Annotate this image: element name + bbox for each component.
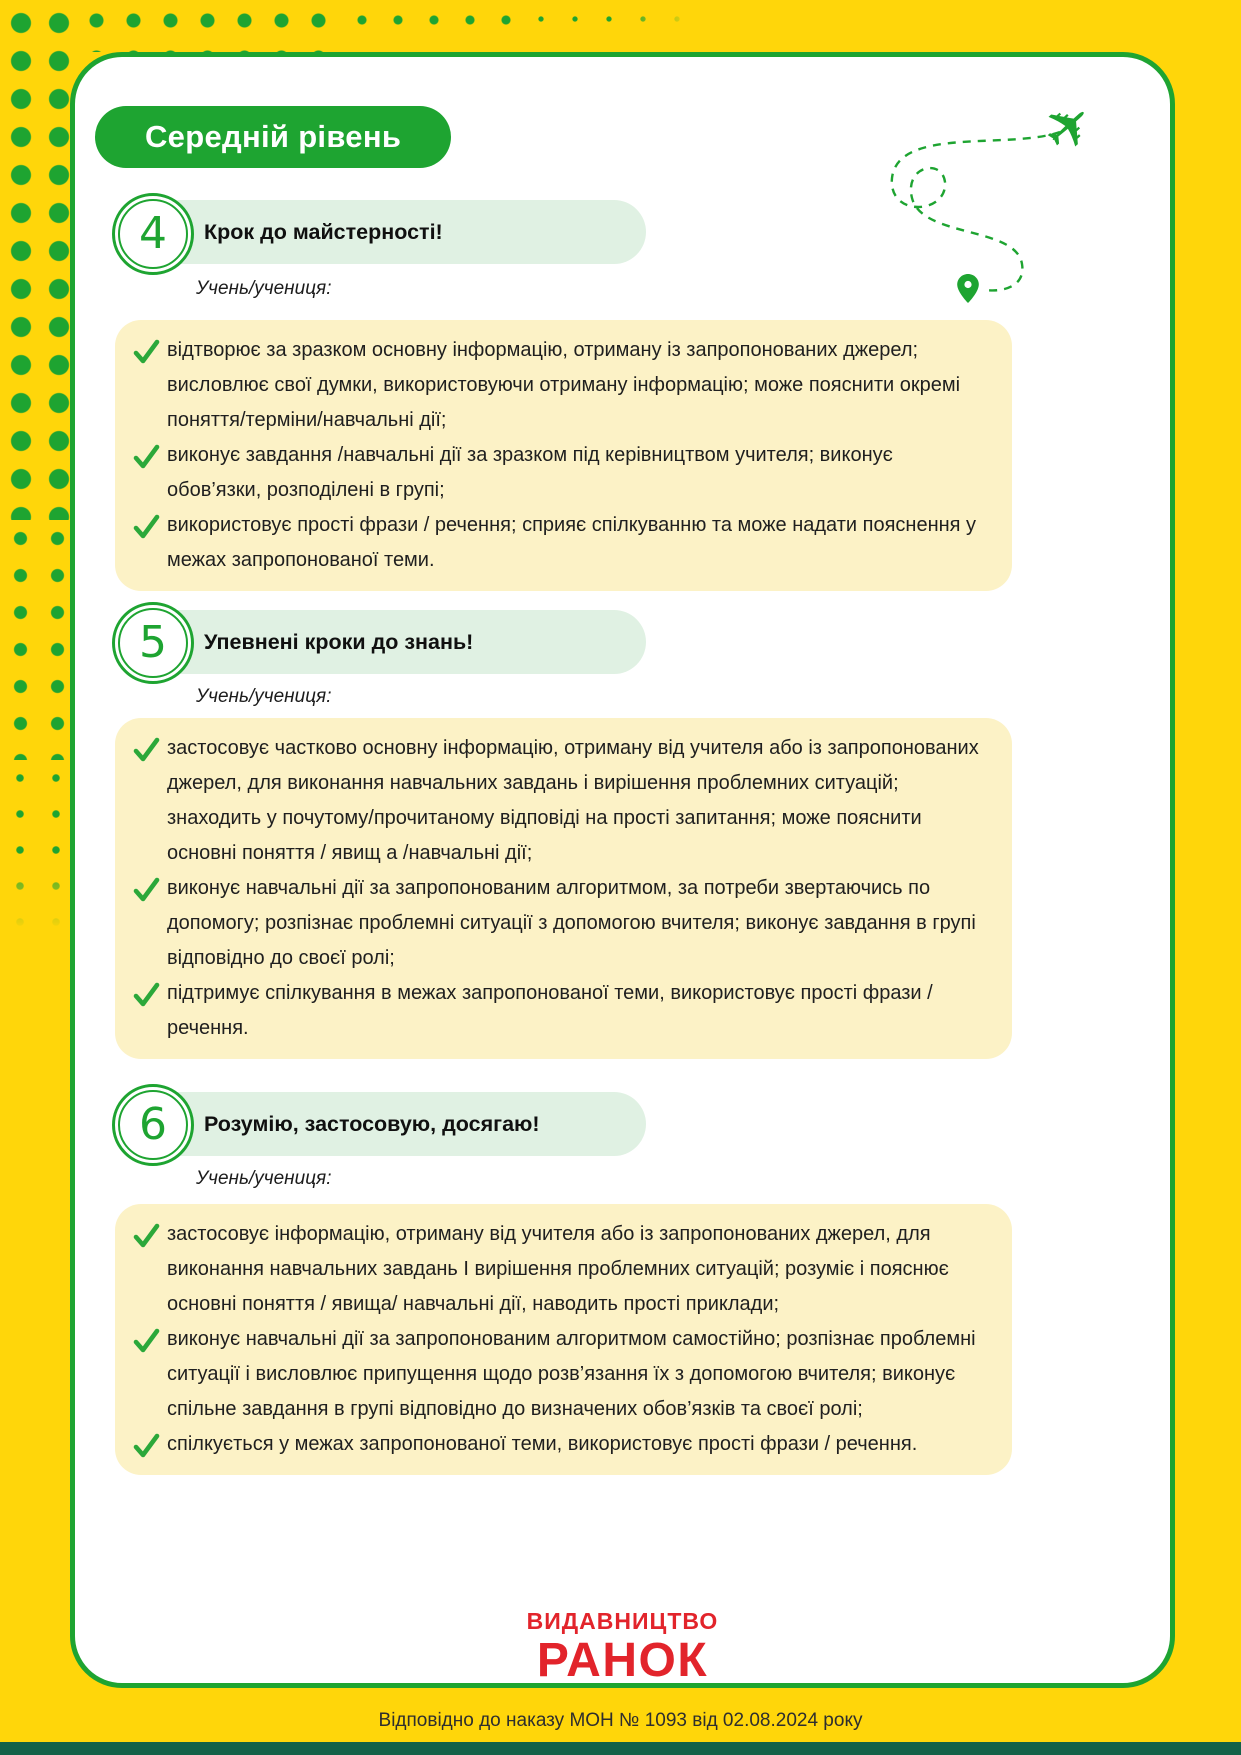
checkmark-icon	[125, 871, 167, 904]
section-title-pill	[128, 1092, 646, 1156]
criteria-text: виконує навчальні дії за запропонованим алгоритмом, за потреби звертаючись по допомогу; розпізнає проблемні ситуації з допомогою вчителя; виконує завдання в групі відповідно до своєї ролі;	[167, 877, 976, 969]
criteria-box	[115, 718, 1012, 1059]
section-title: Розумію, застосовую, досягаю!	[204, 1111, 540, 1136]
checkmark-icon	[125, 976, 167, 1009]
criteria-item	[125, 871, 990, 976]
criteria-item	[125, 1427, 990, 1462]
criteria-box	[115, 1204, 1012, 1475]
checkmark-icon	[125, 1427, 167, 1460]
criteria-item	[125, 731, 990, 871]
plane-route-doodle	[828, 78, 1160, 318]
student-label: Учень/учениця:	[196, 278, 332, 299]
checkmark-icon	[125, 731, 167, 764]
criteria-text: відтворює за зразком основну інформацію, отриману із запропонованих джерел; висловлює свої думки, використовуючи отриману інформацію; може пояснити окремі поняття/терміни/навчальні дії;	[167, 339, 961, 431]
level-badge: Середній рівень	[95, 106, 451, 168]
checkmark-icon	[125, 1322, 167, 1355]
criteria-item	[125, 333, 990, 438]
criteria-item	[125, 1322, 990, 1427]
footer-note: Відповідно до наказу МОН № 1093 від 02.08.2024 року	[378, 1710, 863, 1731]
location-pin-hole	[964, 281, 971, 288]
section-number: 6	[139, 1099, 167, 1150]
section-title-pill	[128, 200, 646, 264]
halftone-dots	[2, 760, 76, 930]
publisher-logo	[70, 1608, 1175, 1685]
halftone-dots	[344, 2, 524, 50]
publisher-logo-top: ВИДАВНИЦТВО	[526, 1608, 719, 1634]
checkmark-icon	[125, 1217, 167, 1250]
plane-icon: ✈	[1027, 85, 1110, 169]
checkmark-icon	[125, 333, 167, 366]
dashed-route-path	[892, 132, 1060, 290]
criteria-text: застосовує частково основну інформацію, отриману від учителя або із запропонованих джерел, для виконання навчальних завдань і вирішення проблемних ситуацій; знаходить у почутому/прочитаному відповіді на прості запитання; може пояснити основні поняття / явищ а /навчальні дії;	[167, 737, 979, 864]
student-label: Учень/учениця:	[196, 686, 332, 707]
criteria-item	[125, 976, 990, 1046]
section-number: 4	[139, 208, 167, 259]
criteria-box	[115, 320, 1012, 591]
criteria-item	[125, 438, 990, 508]
checkmark-icon	[125, 508, 167, 541]
criteria-text: застосовує інформацію, отриману від учителя або із запропонованих джерел, для виконання навчальних завдань І вирішення проблемних ситуацій; розуміє і пояснює основні поняття / явища/ навчальні дії, наводить прості приклади;	[167, 1223, 949, 1315]
section-number-circle	[112, 193, 194, 275]
criteria-text: підтримує спілкування в межах запропонованої теми, використовує прості фрази / речення.	[167, 982, 933, 1039]
criteria-text: виконує навчальні дії за запропонованим алгоритмом самостійно; розпізнає проблемні ситуації і висловлює припущення щодо розв’язання їх з допомогою вчителя; виконує спільне завдання в групі відповідно до визначених обов’язків та своєї ролі;	[167, 1328, 976, 1420]
criteria-item	[125, 508, 990, 578]
criteria-text: виконує завдання /навчальні дії за зразком під керівництвом учителя; виконує обов’язки, розподілені в групі;	[167, 444, 893, 501]
section-title: Упевнені кроки до знань!	[204, 629, 474, 654]
criteria-item	[125, 1217, 990, 1322]
publisher-logo-name: РАНОК	[536, 1634, 709, 1687]
section-title-pill	[128, 610, 646, 674]
section-number: 5	[139, 617, 167, 668]
halftone-dots	[524, 2, 694, 48]
checkmark-icon	[125, 438, 167, 471]
section-number-circle	[112, 1084, 194, 1166]
criteria-text: використовує прості фрази / речення; сприяє спілкуванню та може надати пояснення у межах запропонованої теми.	[167, 514, 977, 571]
halftone-dots	[2, 520, 76, 760]
halftone-dots	[2, 4, 76, 520]
section-title: Крок до майстерності!	[204, 219, 443, 244]
student-label: Учень/учениця:	[196, 1168, 332, 1189]
halftone-dots	[78, 2, 344, 52]
footer-bar	[0, 1742, 1241, 1755]
location-pin-icon	[957, 274, 979, 303]
section-number-circle	[112, 602, 194, 684]
criteria-text: спілкується у межах запропонованої теми, використовує прості фрази / речення.	[167, 1433, 918, 1455]
